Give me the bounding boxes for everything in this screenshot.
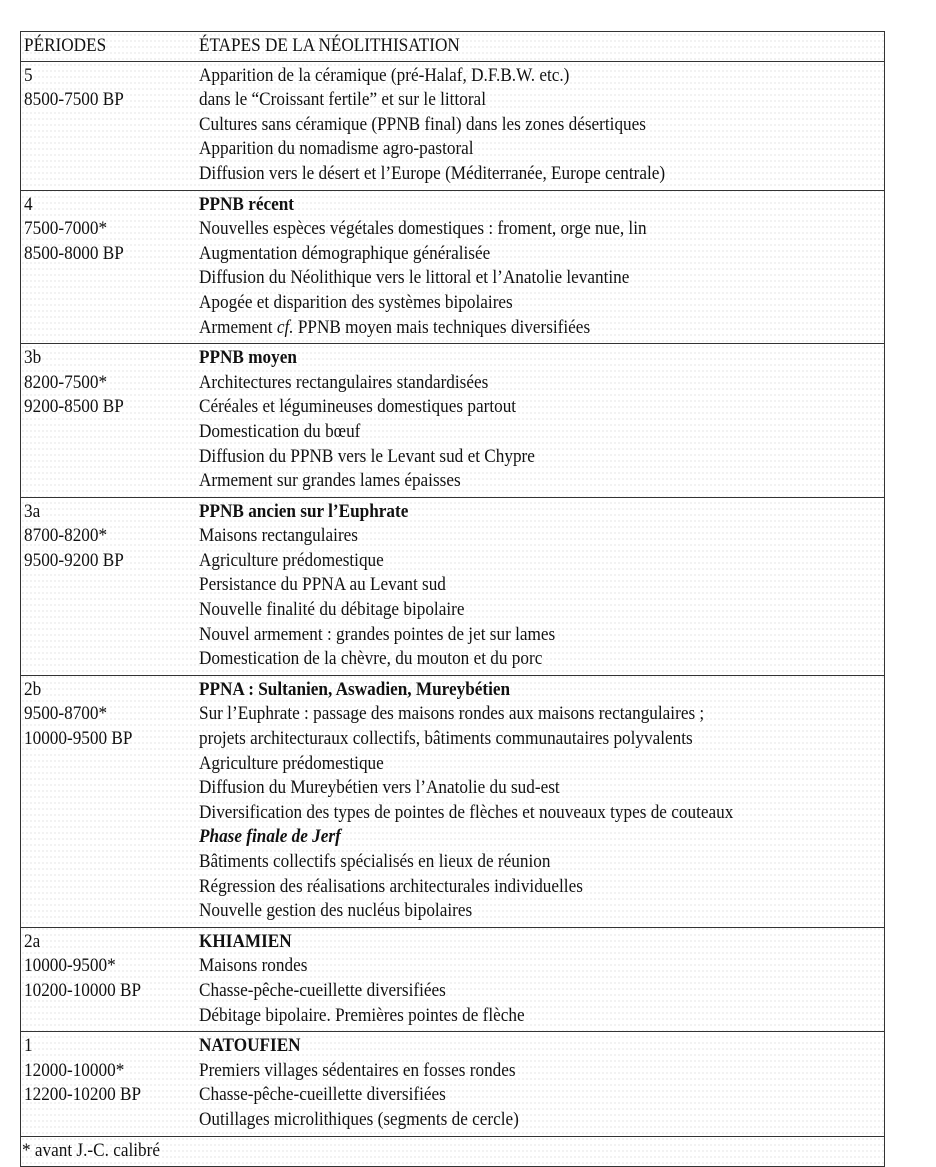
culture-title: PPNB moyen — [199, 347, 297, 369]
stage-line: Domestication du bœuf — [199, 420, 361, 442]
stage-line: Diffusion du Néolithique vers le littoral et l’Anatolie levantine — [199, 267, 630, 289]
stage-line: Domestication de la chèvre, du mouton et du porc — [199, 648, 543, 670]
stage-line: Architectures rectangulaires standardisées — [199, 371, 489, 393]
stage-line-italic: cf. — [276, 316, 294, 338]
neolithisation-table — [20, 31, 885, 1167]
stage-line: Céréales et légumineuses domestiques partout — [199, 396, 517, 418]
table-row-period-3b — [21, 343, 884, 497]
period-dates-calibrated: 10000-9500* — [24, 955, 116, 977]
period-number: 2b — [24, 678, 42, 700]
stages-cell — [199, 346, 884, 494]
stage-line: Outillages microlithiques (segments de cercle) — [199, 1108, 519, 1130]
period-dates-calibrated: 7500-7000* — [24, 218, 108, 240]
stage-line: Régression des réalisations architecturales individuelles — [199, 875, 583, 897]
period-dates-bp: 8500-8000 BP — [24, 242, 124, 264]
period-dates-bp: 10000-9500 BP — [24, 728, 133, 750]
stage-line: Maisons rectangulaires — [199, 525, 359, 547]
footnote-text: * avant J.-C. calibré — [22, 1139, 160, 1161]
header-periods-cell — [21, 34, 199, 59]
header-stages: ÉTAPES DE LA NÉOLITHISATION — [199, 35, 460, 56]
table-row-period-5 — [21, 61, 884, 190]
stage-line: Nouvel armement : grandes pointes de jet sur lames — [199, 623, 556, 645]
stage-line: Armement sur grandes lames épaisses — [199, 470, 461, 492]
stage-line: Débitage bipolaire. Premières pointes de flèche — [199, 1004, 525, 1026]
period-cell — [21, 500, 199, 672]
stages-cell — [199, 1034, 884, 1132]
stage-line: Chasse-pêche-cueillette diversifiées — [199, 979, 446, 1001]
stage-line: Nouvelle finalité du débitage bipolaire — [199, 599, 465, 621]
culture-title: NATOUFIEN — [199, 1035, 301, 1057]
period-dates-calibrated: 9500-8700* — [24, 703, 108, 725]
stage-line: Diversification des types de pointes de flèches et nouveaux types de couteaux — [199, 801, 734, 823]
stage-line: projets architecturaux collectifs, bâtiments communautaires polyvalents — [199, 728, 693, 750]
stages-cell — [199, 678, 884, 924]
stage-line — [199, 316, 819, 341]
period-number: 2a — [24, 930, 41, 952]
period-dates-bp: 9500-9200 BP — [24, 549, 124, 571]
period-dates-bp: 10200-10000 BP — [24, 979, 142, 1001]
stage-line: Cultures sans céramique (PPNB final) dans les zones désertiques — [199, 113, 646, 135]
stage-line: Diffusion vers le désert et l’Europe (Méditerranée, Europe centrale) — [199, 162, 666, 184]
period-cell — [21, 930, 199, 1028]
stage-line: Diffusion du PPNB vers le Levant sud et Chypre — [199, 445, 535, 467]
header-stages-cell — [199, 34, 884, 59]
table-header — [21, 32, 884, 61]
stage-line: Maisons rondes — [199, 955, 308, 977]
stage-line: Persistance du PPNA au Levant sud — [199, 574, 446, 596]
period-dates-bp: 9200-8500 BP — [24, 396, 124, 418]
stage-line: Augmentation démographique généralisée — [199, 242, 491, 264]
table-row-period-3a — [21, 497, 884, 675]
stages-cell — [199, 930, 884, 1028]
period-dates-calibrated: 12000-10000* — [24, 1059, 125, 1081]
stage-line-text: PPNB moyen mais techniques diversifiées — [293, 316, 591, 338]
footnote-cell — [21, 1139, 174, 1164]
stages-cell — [199, 193, 884, 341]
period-cell — [21, 346, 199, 494]
period-number: 4 — [24, 193, 33, 215]
stage-line: Agriculture prédomestique — [199, 752, 384, 774]
period-cell — [21, 64, 199, 187]
period-dates-calibrated: 8700-8200* — [24, 525, 108, 547]
stage-line-text: Armement — [199, 316, 277, 338]
table-footnote-row — [21, 1136, 884, 1167]
stage-line: Sur l’Euphrate : passage des maisons rondes aux maisons rectangulaires ; — [199, 703, 705, 725]
stage-line: Chasse-pêche-cueillette diversifiées — [199, 1084, 446, 1106]
period-cell — [21, 193, 199, 341]
period-cell — [21, 678, 199, 924]
stage-line: Apogée et disparition des systèmes bipolaires — [199, 291, 513, 313]
period-number: 5 — [24, 64, 33, 86]
period-dates-bp: 12200-10200 BP — [24, 1084, 142, 1106]
table-row-period-2a — [21, 927, 884, 1031]
stages-cell — [199, 500, 884, 672]
stage-line: Nouvelle gestion des nucléus bipolaires — [199, 900, 473, 922]
stage-line: Premiers villages sédentaires en fosses rondes — [199, 1059, 516, 1081]
header-periods: PÉRIODES — [24, 35, 107, 56]
table-row-period-1 — [21, 1031, 884, 1135]
period-number: 3a — [24, 500, 41, 522]
stage-line: Apparition de la céramique (pré-Halaf, D.F.B.W. etc.) — [199, 64, 570, 86]
period-dates-calibrated: 8200-7500* — [24, 371, 108, 393]
culture-title: KHIAMIEN — [199, 930, 292, 952]
stages-cell — [199, 64, 884, 187]
stage-line: Nouvelles espèces végétales domestiques : froment, orge nue, lin — [199, 218, 647, 240]
stage-line: Diffusion du Mureybétien vers l’Anatolie du sud-est — [199, 777, 560, 799]
phase-subtitle: Phase finale de Jerf — [199, 826, 341, 848]
table-row-period-2b — [21, 675, 884, 927]
culture-title: PPNB ancien sur l’Euphrate — [199, 500, 409, 522]
period-cell — [21, 1034, 199, 1132]
table-row-period-4 — [21, 190, 884, 344]
stage-line: Bâtiments collectifs spécialisés en lieux de réunion — [199, 851, 551, 872]
period-number: 1 — [24, 1035, 33, 1057]
period-number: 3b — [24, 347, 42, 369]
stage-line: Agriculture prédomestique — [199, 549, 384, 571]
period-dates-bp: 8500-7500 BP — [24, 89, 124, 111]
culture-title: PPNA : Sultanien, Aswadien, Mureybétien — [199, 678, 511, 700]
stage-line: dans le “Croissant fertile” et sur le littoral — [199, 89, 486, 111]
culture-title: PPNB récent — [199, 193, 295, 215]
stage-line: Apparition du nomadisme agro-pastoral — [199, 138, 474, 160]
